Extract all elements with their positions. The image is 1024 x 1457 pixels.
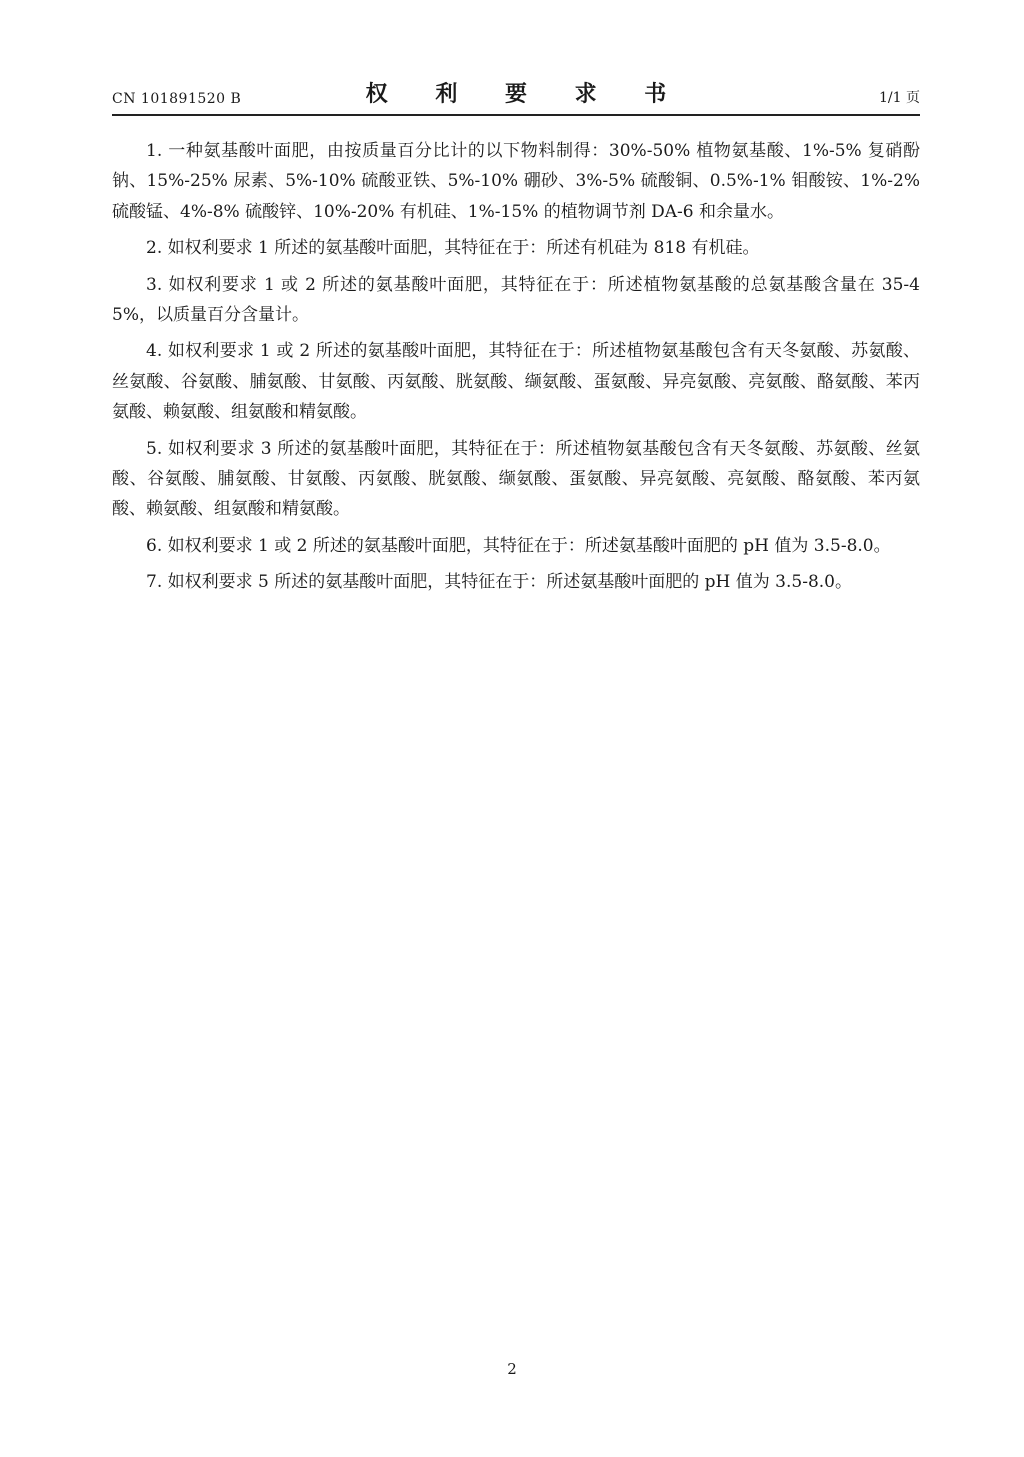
claim-6: 6. 如权利要求 1 或 2 所述的氨基酸叶面肥，其特征在于：所述氨基酸叶面肥的 pH 值为 3.5-8.0。 — [146, 535, 891, 556]
document-title: 权 利 要 求 书 — [365, 81, 687, 107]
page-header — [112, 76, 920, 116]
claims-section — [112, 136, 920, 604]
claim-2: 2. 如权利要求 1 所述的氨基酸叶面肥，其特征在于：所述有机硅为 818 有机硅。 — [146, 238, 760, 259]
claim-5: 5. 如权利要求 3 所述的氨基酸叶面肥，其特征在于：所述植物氨基酸包含有天冬氨酸、苏氨酸、丝氨酸、谷氨酸、脯氨酸、甘氨酸、丙氨酸、胱氨酸、缬氨酸、蛋氨酸、异亮氨酸、亮氨酸、酪氨酸、苯丙氨酸、赖氨酸、组氨酸和精氨酸。 — [112, 438, 920, 520]
claim-4: 4. 如权利要求 1 或 2 所述的氨基酸叶面肥，其特征在于：所述植物氨基酸包含有天冬氨酸、苏氨酸、丝氨酸、谷氨酸、脯氨酸、甘氨酸、丙氨酸、胱氨酸、缬氨酸、蛋氨酸、异亮氨酸、亮氨酸、酪氨酸、苯丙氨酸、赖氨酸、组氨酸和精氨酸。 — [112, 341, 920, 423]
page-number: 2 — [507, 1360, 517, 1378]
claim-1: 1. 一种氨基酸叶面肥，由按质量百分比计的以下物料制得：30%-50% 植物氨基酸、1%-5% 复硝酚钠、15%-25% 尿素、5%-10% 硫酸亚铁、5%-10% 硼砂、3%-5% 硫酸铜、0.5%-1% 钼酸铵、1%-2% 硫酸锰、4%-8% 硫酸锌、10%-20% 有机硅、1%-15% 的植物调节剂 DA-6 和余量水。 — [112, 141, 920, 222]
patent-number: CN 101891520 B — [112, 91, 242, 107]
page-indicator: 1/1 页 — [879, 90, 920, 106]
claim-7: 7. 如权利要求 5 所述的氨基酸叶面肥，其特征在于：所述氨基酸叶面肥的 pH 值为 3.5-8.0。 — [146, 572, 852, 593]
header-divider — [112, 114, 920, 116]
claim-3: 3. 如权利要求 1 或 2 所述的氨基酸叶面肥，其特征在于：所述植物氨基酸的总氨基酸含量在 35-45%，以质量百分含量计。 — [112, 274, 920, 326]
